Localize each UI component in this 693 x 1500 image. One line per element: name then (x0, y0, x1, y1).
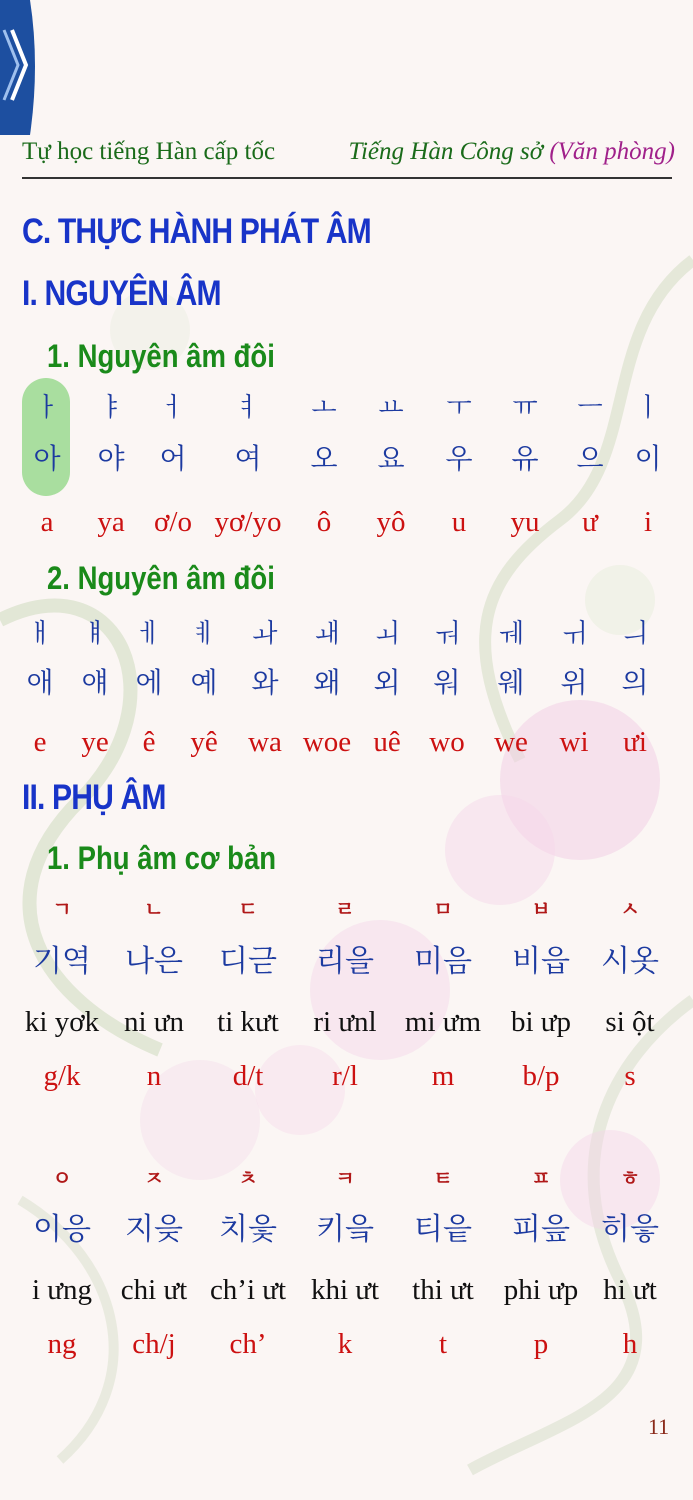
vowel-letter: ㅘ (252, 619, 278, 649)
vowel-letter: ㅡ (577, 393, 603, 423)
vowel-letter: ㅒ (82, 619, 108, 649)
consonant-letter: ㅅ (620, 897, 640, 921)
vowel-syllable: 으 (576, 442, 604, 475)
vowel-letter: ㅣ (635, 393, 661, 423)
consonant-sound: d/t (232, 1060, 264, 1092)
vowel-letter: ㅗ (311, 393, 337, 423)
vowel-syllable: 얘 (81, 666, 109, 699)
consonant-name-roman: khi ưt (310, 1274, 380, 1306)
consonant-sound: b/p (522, 1060, 560, 1092)
vowel-letter: ㅝ (434, 619, 460, 649)
vowel-roman: wa (248, 726, 282, 758)
consonant-name: 키읔 (316, 1212, 374, 1247)
vowel-syllable: 의 (621, 666, 649, 699)
vowel-roman: ye (81, 726, 109, 758)
consonant-name-roman: si ột (605, 1006, 655, 1038)
vowel-syllable: 야 (97, 442, 125, 475)
consonant-sound: ch’ (229, 1328, 267, 1360)
consonant-sound: h (622, 1328, 638, 1360)
section-ii-heading: II. PHỤ ÂM (22, 778, 166, 817)
vowel-syllable: 우 (445, 442, 473, 475)
vowels1-roman-row (0, 500, 693, 544)
consonants2-sound-row (0, 1322, 693, 1366)
vowel-roman: wi (559, 726, 589, 758)
consonant-name-roman: ch’i ưt (209, 1274, 287, 1306)
consonant-name-roman: ni ưn (123, 1006, 185, 1038)
corner-chevron-decoration (0, 0, 40, 135)
consonant-sound: ng (47, 1328, 77, 1360)
consonant-letter: ㅈ (144, 1166, 164, 1190)
header-divider (22, 177, 672, 179)
consonant-name-roman: mi ưm (404, 1006, 482, 1038)
consonants2-name-roman-row (0, 1268, 693, 1312)
vowel-roman: we (494, 726, 528, 758)
vowel-roman: ya (97, 506, 125, 538)
vowel-letter: ㅞ (498, 619, 524, 649)
vowels2-subheading: 2. Nguyên âm đôi (47, 560, 275, 596)
vowel-roman: yơ/yo (214, 506, 282, 538)
consonant-name-roman: hi ưt (603, 1274, 657, 1306)
consonant-letter: ㅌ (433, 1166, 453, 1190)
header-right-title (348, 138, 675, 166)
consonant-name: 디귿 (219, 944, 277, 979)
consonant-letter: ㅇ (52, 1166, 72, 1190)
consonant-letter: ㄷ (238, 897, 258, 921)
consonant-sound: t (438, 1328, 448, 1360)
vowel-roman: uê (373, 726, 401, 758)
consonant-name-roman: i ưng (31, 1274, 93, 1306)
consonant-sound: k (337, 1328, 353, 1360)
consonant-sound: s (624, 1060, 636, 1092)
vowel-roman: i (643, 506, 653, 538)
vowel-syllable: 이 (634, 442, 662, 475)
vowels1-syllables-row (0, 437, 693, 481)
section-c-heading: C. THỰC HÀNH PHÁT ÂM (22, 212, 371, 251)
consonants-subheading: 1. Phụ âm cơ bản (47, 840, 277, 876)
consonant-letter: ㅋ (335, 1166, 355, 1190)
consonant-letter: ㄱ (52, 897, 72, 921)
vowel-syllable: 오 (310, 442, 338, 475)
vowel-roman: ê (142, 726, 156, 758)
consonant-name-roman: bi ưp (510, 1006, 572, 1038)
consonant-name: 비읍 (512, 944, 570, 979)
consonants1-letters-row (0, 887, 693, 931)
consonant-name: 시옷 (601, 944, 659, 979)
consonant-name: 이응 (33, 1212, 91, 1247)
consonant-sound: p (533, 1328, 549, 1360)
consonant-name: 미음 (414, 944, 472, 979)
vowel-syllable: 어 (159, 442, 187, 475)
vowel-roman: e (33, 726, 47, 758)
vowel-syllable: 요 (377, 442, 405, 475)
consonant-letter: ㅍ (531, 1166, 551, 1190)
consonants1-sound-row (0, 1054, 693, 1098)
consonant-name-roman: ki yơk (24, 1006, 100, 1038)
vowel-letter: ㅐ (27, 619, 53, 649)
consonant-letter: ㅎ (620, 1166, 640, 1190)
consonant-letter: ㄴ (144, 897, 164, 921)
vowel-letter: ㅜ (446, 393, 472, 423)
vowel-syllable: 웨 (497, 666, 525, 699)
vowel-roman: wo (429, 726, 465, 758)
consonant-name: 히읗 (601, 1212, 659, 1247)
vowel-syllable: 여 (234, 442, 262, 475)
consonant-sound: n (146, 1060, 162, 1092)
vowel-roman: ô (316, 506, 332, 538)
header-right-part2: (Văn phòng) (549, 138, 675, 165)
vowel-syllable: 워 (433, 666, 461, 699)
vowel-syllable: 와 (251, 666, 279, 699)
consonant-letter: ㄹ (335, 897, 355, 921)
consonant-name-roman: chi ưt (120, 1274, 188, 1306)
vowel-syllable: 아 (33, 442, 61, 475)
vowel-letter: ㅔ (136, 619, 162, 649)
vowel-letter: ㅚ (374, 619, 400, 649)
vowel-roman: yu (510, 506, 540, 538)
consonant-sound: ch/j (132, 1328, 176, 1360)
vowel-syllable: 에 (135, 666, 163, 699)
vowel-letter: ㅖ (191, 619, 217, 649)
vowel-roman: ư (582, 506, 598, 538)
consonant-letter: ㅊ (238, 1166, 258, 1190)
vowels1-subheading: 1. Nguyên âm đôi (47, 338, 275, 374)
vowel-syllable: 외 (373, 666, 401, 699)
vowel-roman: u (451, 506, 467, 538)
vowels2-syllables-row (0, 661, 693, 705)
vowel-letter: ㅠ (512, 393, 538, 423)
vowel-roman: woe (302, 726, 352, 758)
vowel-letter: ㅓ (160, 393, 186, 423)
vowel-syllable: 유 (511, 442, 539, 475)
vowel-letter: ㅏ (34, 393, 60, 423)
consonant-name: 기역 (33, 944, 91, 979)
consonant-sound: g/k (43, 1060, 81, 1092)
consonant-sound: m (431, 1060, 455, 1092)
vowel-roman: yô (376, 506, 406, 538)
vowel-letter: ㅢ (622, 619, 648, 649)
consonants1-names-row (0, 940, 693, 984)
consonant-letter: ㅂ (531, 897, 551, 921)
vowel-syllable: 위 (560, 666, 588, 699)
consonant-name: 나은 (125, 944, 183, 979)
vowel-syllable: 왜 (313, 666, 341, 699)
consonant-name-roman: ti kưt (217, 1006, 279, 1038)
consonant-name: 피읖 (512, 1212, 570, 1247)
vowel-letter: ㅟ (561, 619, 587, 649)
consonant-sound: r/l (332, 1060, 358, 1092)
consonant-name: 지읒 (125, 1212, 183, 1247)
vowel-roman: a (40, 506, 54, 538)
vowel-letter: ㅙ (314, 619, 340, 649)
section-i-heading: I. NGUYÊN ÂM (22, 274, 221, 313)
vowel-syllable: 애 (26, 666, 54, 699)
vowel-roman: yê (190, 726, 218, 758)
vowels1-letters-row (0, 386, 693, 430)
consonants2-letters-row (0, 1156, 693, 1200)
consonants1-name-roman-row (0, 1000, 693, 1044)
vowel-letter: ㅕ (235, 393, 261, 423)
vowel-roman: ưi (623, 726, 647, 758)
consonants2-names-row (0, 1208, 693, 1252)
consonant-name: 리을 (316, 944, 374, 979)
consonant-name-roman: ri ưnl (313, 1006, 377, 1038)
consonant-name: 치읓 (219, 1212, 277, 1247)
vowel-letter: ㅛ (378, 393, 404, 423)
consonant-name-roman: thi ưt (412, 1274, 474, 1306)
consonant-name-roman: phi ưp (503, 1274, 579, 1306)
header-left-title: Tự học tiếng Hàn cấp tốc (22, 138, 276, 165)
header-right-part1: Tiếng Hàn Công sở (348, 138, 550, 165)
vowel-syllable: 예 (190, 666, 218, 699)
page-number: 11 (648, 1414, 670, 1439)
vowels2-letters-row (0, 612, 693, 656)
vowels2-roman-row (0, 720, 693, 764)
vowel-roman: ơ/o (154, 506, 192, 538)
consonant-letter: ㅁ (433, 897, 453, 921)
vowel-letter: ㅑ (98, 393, 124, 423)
consonant-name: 티읕 (414, 1212, 472, 1247)
